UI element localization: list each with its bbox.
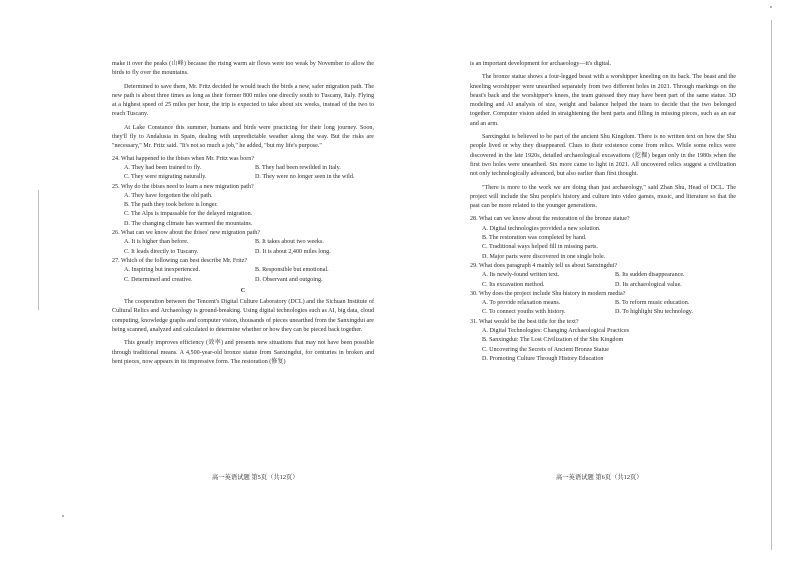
option-d: D. The changing climate has warmed the mountains. [124,220,253,227]
question-stem: 31. What would be the best title for the text? [470,318,579,325]
option-c: C. To connect youths with history. [482,309,566,316]
paragraph: is an important development for archaeology—it's digital. [470,61,612,67]
option-c: C. The Alps is impassable for the delayed migration. [124,211,253,218]
scan-speck [62,515,64,517]
option-d: D. Observant and outgoing. [255,276,323,283]
page-6-column [470,60,736,364]
option-c: C. Uncovering the Secrets of Ancient Bronze Statue [482,346,609,353]
option-b: B. The restoration was completed by hand. [482,235,587,242]
option-d: D. They were no longer seen in the wild. [255,174,355,181]
scan-edge-right [771,20,772,550]
paragraph: At Lake Constance this summer, humans and birds were practicing for their long journey. Soon, they'll fly to Andalusia in Spain, dealing with unpredictable weather along the way. But the risks are "necessary," Mr. Fritz said. "It's not so much a job," he added, "but my life's purpose." [112,124,374,150]
option-a: A. They have forgotten the old path. [124,192,213,199]
question-stem: 28. What can we know about the restoration of the bronze statue? [470,216,630,223]
question-stem: 24. What happened to the ibises when Mr. Fritz was born? [112,155,255,162]
option-d: D. Its archaeological value. [615,281,682,288]
option-d: D. Major parts were discovered in one single hole. [482,253,606,260]
option-d: D. It is about 2,400 miles long. [255,248,331,255]
question-stem: 27. Which of the following can best describe Mr. Fritz? [112,257,248,264]
question-30 [470,290,736,318]
option-b: B. Responsible but emotional. [255,267,329,274]
question-stem: 26. What can we know about the ibises' new migration path? [112,230,261,237]
paragraph: Sanxingdui is believed to be part of the ancient Shu Kingdom. There is no written text on how the Shu people lived or why they disappeared. Clues to their existence come from relics. While some relics were discovered in the late 1920s, detailed archaeological excavations (挖掘) began only in the 1980s when the first two holes were unearthed. Six more came to light in 2021. All uncovered relics suggest a civilization not only technologically advanced, but also earlier than first thought. [470,134,736,178]
paragraph: This greatly improves efficiency (效率) and presents new situations that may not have been possible through traditional means. A 4,500-year-old bronze statue from Sanxingdui, for centuries in broken and bent pieces, now appears in its impressive form. The restoration (修复) [112,340,374,365]
question-31 [470,318,736,364]
page-footer: 高一英语试题 第6页（共12页） [556,474,643,481]
option-b: B. They had been rewilded in Italy. [255,164,341,171]
option-d: D. Promoting Culture Through History Education [482,355,604,362]
question-28 [470,215,736,261]
option-a: A. It is higher than before. [124,239,189,246]
option-b: B. Sanxingdui: The Lost Civilization of the Shu Kingdom [482,337,624,344]
question-29 [470,262,736,290]
paragraph: The cooperation between the Tencent's Digital Culture Laboratory (DCL) and the Sichuan Institute of Cultural Relics and Archaeology is ground-breaking. Using digital technologies such as AI, big data, cloud computing, knowledge graphs and computer vision, thousands of pieces unearthed from the Sanxingdui are being scanned, analyzed and calculated to determine whether or how they can be pieced back together. [112,299,374,334]
option-c: C. They were migrating naturally. [124,174,207,181]
question-stem: 29. What does paragraph 4 mainly tell us about Sanxingdui? [470,262,618,269]
question-stem: 30. Why does the project include Shu history in modern media? [470,290,626,297]
page-5-column [112,60,374,367]
section-heading: C [240,287,246,294]
option-c: C. Determined and creative. [124,276,193,283]
option-b: B. It takes about two weeks. [255,239,324,246]
option-d: D. To highlight Shu technology. [615,309,693,316]
option-a: A. Digital technologies provided a new solution. [482,225,601,232]
option-c: C. Its excavation method. [482,281,545,288]
option-a: A. Its newly-found written text. [482,272,560,279]
paragraph: Determined to save them, Mr. Fritz decided he would teach the birds a new, safer migration path. The new path is about three times as long as their former 800 miles one directly south to Tuscany, Italy. Flying at a highest speed of 25 miles per hour, the trip is expected to take about six weeks, instead of the two to reach Tuscany. [112,83,374,118]
option-c: C. It leads directly to Tuscany. [124,248,199,255]
page-footer: 高一英语试题 第5页（共12页） [212,474,299,481]
question-25 [112,183,374,229]
paragraph: make it over the peaks (山峰) because the rising warm air flows were too weak by November to allow the birds to fly over the mountains. [112,61,374,77]
option-a: A. They had been trained to fly. [124,164,202,171]
option-c: C. Traditional ways helped fill in missing parts. [482,244,598,251]
question-26 [112,229,374,257]
option-a: A. To provide relaxation means. [482,300,561,307]
option-b: B. The path they took before is longer. [124,202,218,209]
paragraph: "There is more to the work we are doing than just archaeology," said Zhan Shu, Head of DCL. The project will include the Shu people's history and culture into video games, music, and literature so that the past can be more related to the younger generations. [470,184,736,210]
question-stem: 25. Why do the ibises need to learn a new migration path? [112,183,254,190]
scan-edge-left [38,190,39,310]
question-27 [112,257,374,285]
option-b: B. Its sudden disappearance. [615,272,685,279]
paragraph: The bronze statue shows a four-legged beast with a worshipper kneeling on its back. The beast and the kneeling worshipper were unearthed separately from two different holes in 2021. Through markings on the beast's back and the worshipper's knees, the team guessed they may have been part of the same statue. 3D modeling and AI analysis of size, weight and balance helped the team to decide that the two belonged together. Computer vision aided in straightening the bent parts and filling in missing pieces, such as an ear and an arm. [470,74,736,127]
scan-speck [770,6,772,8]
option-a: A. Inspiring but inexperienced. [124,267,200,274]
option-a: A. Digital Technologies: Changing Archaeological Practices [482,328,630,335]
question-24 [112,155,374,183]
option-b: B. To reform music education. [615,300,690,307]
